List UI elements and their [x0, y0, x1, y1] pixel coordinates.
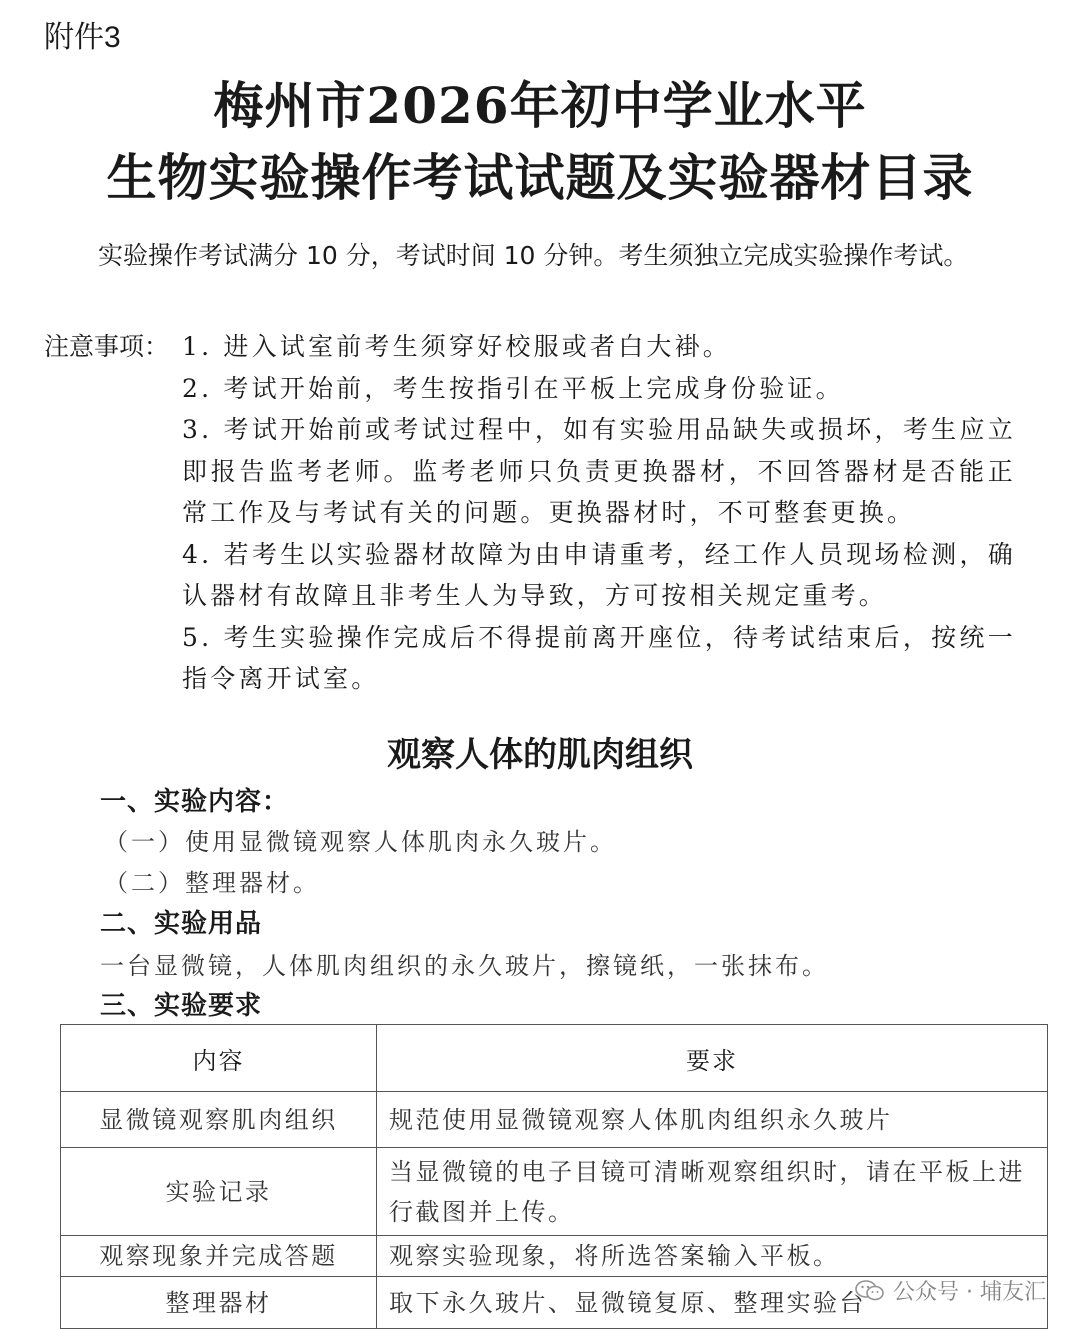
experiment-title: 观察人体的肌肉组织 — [387, 735, 693, 775]
watermark-text: 公众号 · 埔友汇 — [893, 1280, 1046, 1305]
supplies-text: 一台显微镜，人体肌肉组织的永久玻片，擦镜纸，一张抹布。 — [100, 952, 829, 980]
wechat-icon — [855, 1279, 885, 1303]
note-item: 1. 进入试室前考生须穿好校服或者白大褂。 — [182, 332, 732, 361]
content-item: （一）使用显微镜观察人体肌肉永久玻片。 — [104, 828, 617, 856]
table-row — [61, 1148, 1048, 1236]
notes-label: 注意事项： — [44, 332, 170, 361]
page-title-line-2: 生物实验操作考试试题及实验器材目录 — [106, 148, 974, 207]
note-item: 5. 考生实验操作完成后不得提前离开座位，待考试结束后，按统一指令离开试室。 — [182, 622, 1016, 693]
table-cell-requirement: 观察实验现象，将所选答案输入平板。 — [377, 1236, 1048, 1277]
supplies-heading: 二、实验用品 — [100, 909, 263, 939]
notes-list — [182, 326, 1016, 700]
table-cell-content: 观察现象并完成答题 — [61, 1236, 377, 1277]
attachment-label: 附件3 — [44, 21, 121, 54]
table-row — [61, 1092, 1048, 1148]
content-item: （二）整理器材。 — [104, 869, 320, 897]
table-cell-content: 整理器材 — [61, 1277, 377, 1329]
table-header-content: 内容 — [61, 1025, 377, 1092]
requirements-heading: 三、实验要求 — [100, 991, 263, 1021]
intro-text: 实验操作考试满分 10 分，考试时间 10 分钟。考生须独立完成实验操作考试。 — [98, 241, 969, 270]
table-cell-requirement: 取下永久玻片、显微镜复原、整理实验台 — [377, 1277, 1048, 1329]
table-cell-requirement: 当显微镜的电子目镜可清晰观察组织时，请在平板上进行截图并上传。 — [377, 1148, 1048, 1236]
table-cell-content: 显微镜观察肌肉组织 — [61, 1092, 377, 1148]
table-header-row — [61, 1025, 1048, 1092]
table-header-requirement: 要求 — [377, 1025, 1048, 1092]
note-item: 3. 考试开始前或考试过程中，如有实验用品缺失或损坏，考生应立即报告监考老师。监考老师只负责更换器材，不回答器材是否能正常工作及与考试有关的问题。更换器材时，不可整套更换。 — [182, 415, 1016, 527]
table-cell-requirement: 规范使用显微镜观察人体肌肉组织永久玻片 — [377, 1092, 1048, 1148]
table-row — [61, 1236, 1048, 1277]
note-item: 4. 若考生以实验器材故障为由申请重考，经工作人员现场检测，确认器材有故障且非考生人为导致，方可按相关规定重考。 — [182, 539, 1016, 610]
content-heading: 一、实验内容： — [100, 787, 290, 817]
note-item: 2. 考试开始前，考生按指引在平板上完成身份验证。 — [182, 373, 844, 403]
page-title-line-1: 梅州市2026年初中学业水平 — [213, 76, 867, 135]
table-cell-content: 实验记录 — [61, 1148, 377, 1236]
watermark — [855, 1275, 1046, 1306]
